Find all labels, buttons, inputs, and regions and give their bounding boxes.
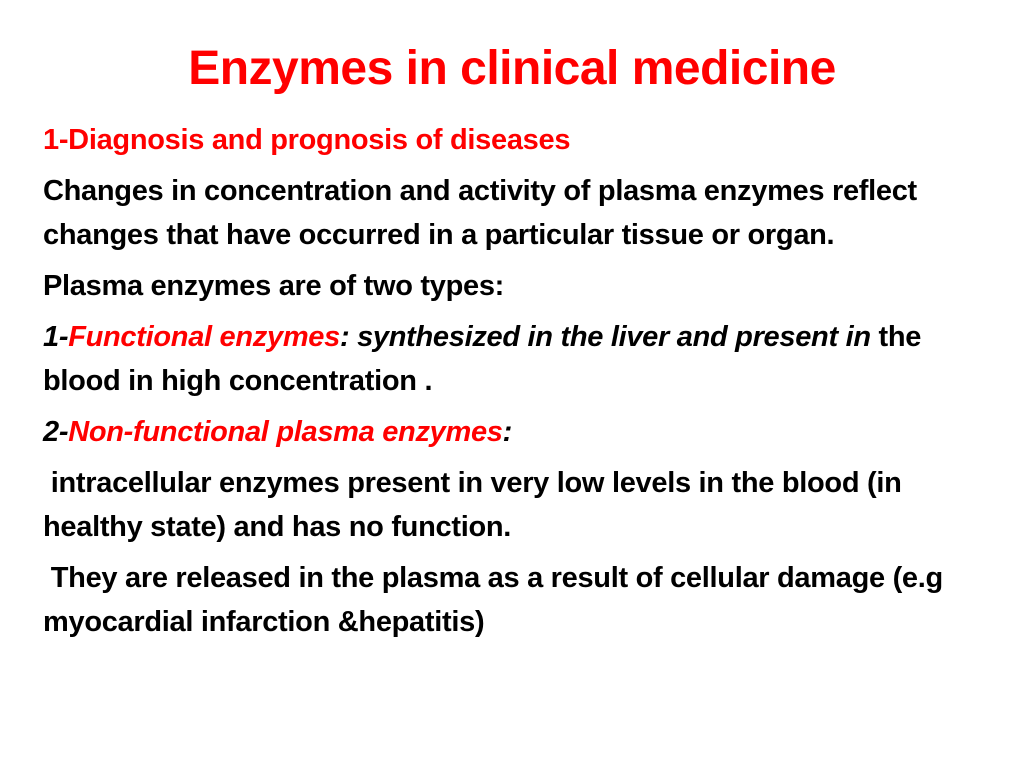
- nonfunctional-colon: :: [502, 416, 512, 448]
- paragraph-intracellular: intracellular enzymes present in very low levels in the blood (in healthy state) and has no function.: [43, 467, 910, 543]
- nonfunctional-number: 2-: [43, 416, 69, 448]
- slide-body: [43, 118, 1003, 651]
- nonfunctional-enzymes-item: [43, 410, 1003, 454]
- functional-term: Functional enzymes: [68, 321, 340, 353]
- functional-enzymes-item: [43, 315, 1003, 403]
- functional-desc-italic: : synthesized in the liver and present in: [339, 321, 871, 353]
- paragraph-released: They are released in the plasma as a result of cellular damage (e.g myocardial infarction &hepatitis): [43, 562, 951, 638]
- slide-title: Enzymes in clinical medicine: [188, 42, 836, 95]
- nonfunctional-term: Non-functional plasma enzymes: [68, 416, 503, 448]
- section-heading: 1-Diagnosis and prognosis of diseases: [43, 124, 571, 156]
- functional-number: 1-: [43, 321, 69, 353]
- paragraph-changes: Changes in concentration and activity of plasma enzymes reflect changes that have occurred in a particular tissue or organ.: [43, 175, 917, 251]
- functional-desc-rest: the blood in high concentration .: [43, 321, 922, 397]
- paragraph-types: Plasma enzymes are of two types:: [43, 270, 505, 302]
